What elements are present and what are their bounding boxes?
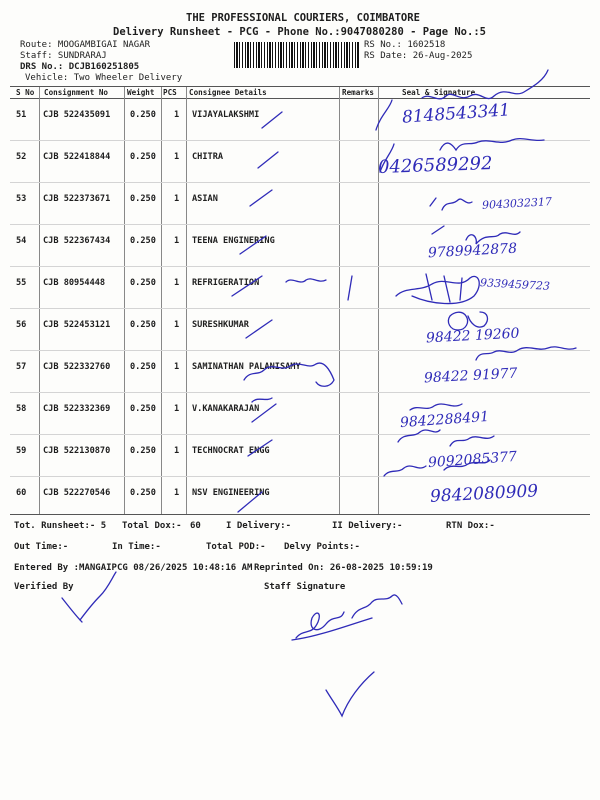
table-row [10, 140, 590, 182]
vehicle-label: Vehicle: Two Wheeler Delivery [25, 73, 183, 83]
i-delivery-label: I Delivery:- [226, 521, 292, 531]
row-divider [10, 434, 590, 435]
row-pcs: 1 [174, 110, 180, 120]
row-sno: 54 [16, 236, 27, 246]
row-divider [10, 224, 590, 225]
row-divider [10, 350, 590, 351]
rs-number: RS No.: 1602518 [364, 40, 446, 50]
col-header-remarks: Remarks [342, 88, 375, 97]
col-header-sno: S No [16, 88, 35, 97]
row-pcs: 1 [174, 446, 180, 456]
col-header-seal-signature: Seal & Signature [402, 88, 476, 97]
handwritten-phone: 9092085377 [427, 448, 518, 472]
row-divider [10, 266, 590, 267]
row-consignment: CJB 522373671 [43, 194, 111, 204]
delvy-points-label: Delvy Points:- [284, 542, 360, 552]
staff-label: Staff: SUNDRARAJ [20, 51, 107, 61]
handwritten-phone: 9339459723 [479, 276, 551, 293]
row-consignee: CHITRA [192, 152, 224, 162]
in-time-label: In Time:- [112, 542, 161, 552]
row-sno: 51 [16, 110, 27, 120]
row-consignment: CJB 522418844 [43, 152, 111, 162]
handwritten-phone: 8148543341 [401, 100, 511, 128]
row-consignee: TEENA ENGINERING [192, 236, 275, 246]
rs-date: RS Date: 26-Aug-2025 [364, 51, 473, 61]
row-pcs: 1 [174, 404, 180, 414]
company-title: THE PROFESSIONAL COURIERS, COIMBATORE [186, 12, 420, 24]
row-sno: 52 [16, 152, 27, 162]
entered-by: Entered By :MANGAIPCG 08/26/2025 10:48:16 AM [14, 563, 253, 573]
row-pcs: 1 [174, 278, 180, 288]
row-sno: 55 [16, 278, 27, 288]
row-divider [10, 140, 590, 141]
col-header-pcs: PCS [163, 88, 177, 97]
row-consignee: SAMINATHAN PALANISAMY [192, 362, 301, 372]
verified-by-label: Verified By [14, 582, 74, 592]
staff-signature-label: Staff Signature [264, 582, 346, 592]
row-consignee: REFRIGERATION [192, 278, 260, 288]
handwritten-phone: 9842288491 [399, 408, 490, 432]
table-row [10, 392, 590, 434]
tot-runsheet: Tot. Runsheet:- 5 [14, 521, 107, 531]
row-consignment: CJB 522332760 [43, 362, 111, 372]
row-divider [10, 182, 590, 183]
table-top-border [10, 86, 590, 87]
ii-delivery-label: II Delivery:- [332, 521, 403, 531]
row-sno: 57 [16, 362, 27, 372]
total-dox-label: Total Dox:- [122, 521, 182, 531]
row-divider [10, 308, 590, 309]
row-consignment: CJB 522332369 [43, 404, 111, 414]
row-weight: 0.250 [130, 236, 156, 246]
reprinted-on: Reprinted On: 26-08-2025 10:59:19 [254, 563, 433, 573]
row-consignment: CJB 80954448 [43, 278, 106, 288]
row-pcs: 1 [174, 236, 180, 246]
row-consignee: V.KANAKARAJAN [192, 404, 260, 414]
row-consignment: CJB 522130870 [43, 446, 111, 456]
row-consignment: CJB 522435091 [43, 110, 111, 120]
handwritten-phone: 9043032317 [481, 195, 553, 212]
route-label: Route: MOOGAMBIGAI NAGAR [20, 40, 151, 50]
row-divider [10, 392, 590, 393]
row-sno: 58 [16, 404, 27, 414]
row-consignee: ASIAN [192, 194, 218, 204]
col-header-weight: Weight [127, 88, 155, 97]
runsheet-subtitle: Delivery Runsheet - PCG - Phone No.:9047080280 - Page No.:5 [113, 26, 486, 38]
row-pcs: 1 [174, 320, 180, 330]
row-weight: 0.250 [130, 362, 156, 372]
col-header-consignment: Consignment No [44, 88, 109, 97]
row-weight: 0.250 [130, 152, 156, 162]
row-consignee: SURESHKUMAR [192, 320, 249, 330]
row-sno: 56 [16, 320, 27, 330]
row-pcs: 1 [174, 194, 180, 204]
row-consignee: VIJAYALAKSHMI [192, 110, 260, 120]
row-weight: 0.250 [130, 446, 156, 456]
row-weight: 0.250 [130, 488, 156, 498]
row-pcs: 1 [174, 488, 180, 498]
col-header-consignee: Consignee Details [189, 88, 267, 97]
row-weight: 0.250 [130, 110, 156, 120]
handwritten-phone: 9789942878 [427, 240, 518, 262]
row-sno: 53 [16, 194, 27, 204]
total-dox-value: 60 [190, 521, 201, 531]
handwritten-phone: 98422 91977 [423, 365, 518, 387]
drs-number: DRS No.: DCJB160251805 [20, 62, 140, 72]
barcode-image [234, 42, 360, 68]
total-pod-label: Total POD:- [206, 542, 266, 552]
row-consignee: TECHNOCRAT ENGG [192, 446, 270, 456]
row-sno: 60 [16, 488, 27, 498]
row-sno: 59 [16, 446, 27, 456]
row-weight: 0.250 [130, 278, 156, 288]
row-pcs: 1 [174, 152, 180, 162]
row-pcs: 1 [174, 362, 180, 372]
row-divider [10, 476, 590, 477]
row-consignee: NSV ENGINEERING [192, 488, 270, 498]
rtn-dox-label: RTN Dox:- [446, 521, 495, 531]
handwritten-phone: 98422 19260 [425, 325, 520, 347]
row-consignment: CJB 522367434 [43, 236, 111, 246]
row-consignment: CJB 522453121 [43, 320, 111, 330]
row-weight: 0.250 [130, 404, 156, 414]
row-weight: 0.250 [130, 320, 156, 330]
row-consignment: CJB 522270546 [43, 488, 111, 498]
out-time-label: Out Time:- [14, 542, 69, 552]
handwritten-phone: 0426589292 [377, 153, 493, 178]
row-weight: 0.250 [130, 194, 156, 204]
handwritten-phone: 9842080909 [429, 481, 539, 507]
